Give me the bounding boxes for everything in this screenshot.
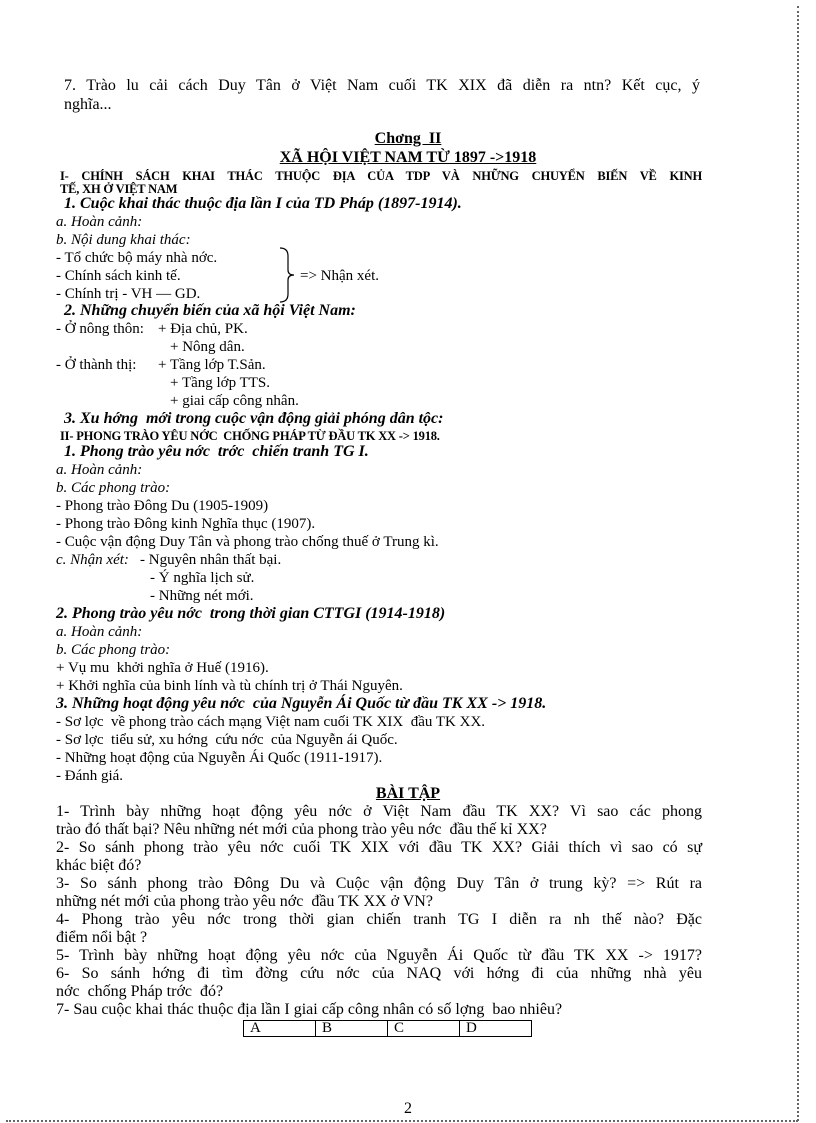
curly-brace-icon bbox=[278, 246, 298, 304]
label: - Ở nông thôn: bbox=[56, 321, 144, 337]
list-item: + Vụ mu khởi nghĩa ở Huế (1916). bbox=[56, 660, 269, 676]
intro-question-line: 7. Trào lu cải cách Duy Tân ở Việt Nam cuối TK XIX đã diễn ra ntn? Kết cục, ý bbox=[64, 77, 700, 94]
list-item: + Khởi nghĩa của binh lính và tù chính trị ở Thái Nguyên. bbox=[56, 678, 403, 694]
exercise-line: điểm nổi bật ? bbox=[56, 929, 148, 946]
item-heading: 2. Những chuyển biến của xã hội Việt Nam: bbox=[64, 302, 356, 319]
page-number: 2 bbox=[404, 1100, 412, 1117]
list-item: - Cuộc vận động Duy Tân và phong trào chống thuế ở Trung kì. bbox=[56, 534, 439, 550]
list-item: - Sơ lợc về phong trào cách mạng Việt nam cuối TK XIX đầu TK XX. bbox=[56, 714, 486, 730]
exercise-line: 5- Trình bày những hoạt động yêu nớc của Nguyễn Ái Quốc từ đầu TK XX -> 1917? bbox=[56, 947, 702, 964]
label: - Ở thành thị: bbox=[56, 357, 137, 373]
list-item: - Đánh giá. bbox=[56, 768, 124, 784]
sub-heading: a. Hoàn cảnh: bbox=[56, 214, 143, 230]
exercise-line: 6- So sánh hớng đi tìm đờng cứu nớc của NAQ với hớng đi của những nhà yêu bbox=[56, 965, 702, 982]
list-item: - Ý nghĩa lịch sử. bbox=[150, 570, 255, 586]
exercise-line: những nét mới của phong trào yêu nớc đầu TK XX ở VN? bbox=[56, 893, 433, 910]
exercise-line: 3- So sánh phong trào Đông Du và Cuộc vận động Duy Tân ở trung kỳ? => Rút ra bbox=[56, 875, 702, 892]
item-heading: 1. Phong trào yêu nớc trớc chiến tranh TG I. bbox=[64, 443, 369, 460]
answer-option-c[interactable]: C bbox=[388, 1021, 460, 1037]
list-item: + Tầng lớp T.Sản. bbox=[158, 357, 266, 373]
list-item: - Chính sách kinh tế. bbox=[56, 268, 181, 284]
answer-option-b[interactable]: B bbox=[316, 1021, 388, 1037]
item-heading: 3. Xu hớng mới trong cuộc vận động giải phóng dân tộc: bbox=[64, 410, 444, 427]
item-heading: 1. Cuộc khai thác thuộc địa lần I của TD Pháp (1897-1914). bbox=[64, 195, 462, 212]
list-item: - Những hoạt động của Nguyễn Ái Quốc (1911-1917). bbox=[56, 750, 383, 766]
page-frame-bottom bbox=[6, 1120, 798, 1122]
chapter-title: Chơng II bbox=[374, 130, 442, 147]
exercise-line: 4- Phong trào yêu nớc trong thời gian chiến tranh TG I diễn ra nh thế nào? Đặc bbox=[56, 911, 702, 928]
section-heading: TẾ, XH Ở VIỆT NAM bbox=[60, 182, 178, 196]
exercise-line: trào đó thất bại? Nêu những nét mới của phong trào yêu nớc đầu thế kỉ XX? bbox=[56, 821, 547, 838]
list-item: - Sơ lợc tiểu sử, xu hớng cứu nớc của Nguyễn ái Quốc. bbox=[56, 732, 398, 748]
item-heading: 2. Phong trào yêu nớc trong thời gian CTTGI (1914-1918) bbox=[56, 605, 446, 622]
answer-options-table bbox=[243, 1020, 532, 1037]
sub-heading: c. Nhận xét: bbox=[56, 552, 129, 568]
exercise-line: 7- Sau cuộc khai thác thuộc địa lần I giai cấp công nhân có số lợng bao nhiêu? bbox=[56, 1001, 563, 1018]
item-heading: 3. Những hoạt động yêu nớc của Nguyễn Ái Quốc từ đầu TK XX -> 1918. bbox=[56, 695, 547, 712]
sub-heading: a. Hoàn cảnh: bbox=[56, 624, 143, 640]
intro-question-line: nghĩa... bbox=[64, 96, 112, 113]
page-frame-right bbox=[797, 6, 799, 1121]
sub-heading: b. Các phong trào: bbox=[56, 642, 171, 658]
chapter-subtitle: XÃ HỘI VIỆT NAM TỪ 1897 ->1918 bbox=[279, 149, 537, 166]
list-item: - Những nét mới. bbox=[150, 588, 254, 604]
sub-heading: a. Hoàn cảnh: bbox=[56, 462, 143, 478]
section-heading: II- PHONG TRÀO YÊU NỚC CHỐNG PHÁP TỪ ĐẦU TK XX -> 1918. bbox=[60, 429, 440, 443]
sub-heading: b. Nội dung khai thác: bbox=[56, 232, 191, 248]
list-item: + Địa chủ, PK. bbox=[158, 321, 248, 337]
list-item: - Phong trào Đông Du (1905-1909) bbox=[56, 498, 269, 514]
exercise-line: 2- So sánh phong trào yêu nớc cuối TK XIX với đầu TK XX? Giải thích vì sao có sự bbox=[56, 839, 702, 856]
sub-heading: b. Các phong trào: bbox=[56, 480, 171, 496]
remark: => Nhận xét. bbox=[300, 268, 379, 284]
list-item: + giai cấp công nhân. bbox=[170, 393, 299, 409]
list-item: - Tổ chức bộ máy nhà nớc. bbox=[56, 250, 218, 266]
answer-option-d[interactable]: D bbox=[460, 1021, 532, 1037]
list-item: + Nông dân. bbox=[170, 339, 245, 355]
exercise-line: 1- Trình bày những hoạt động yêu nớc ở Việt Nam đầu TK XX? Vì sao các phong bbox=[56, 803, 702, 820]
exercise-line: khác biệt đó? bbox=[56, 857, 142, 874]
list-item: + Tầng lớp TTS. bbox=[170, 375, 271, 391]
list-item: - Chính trị - VH — GD. bbox=[56, 286, 201, 302]
list-item: - Nguyên nhân thất bại. bbox=[140, 552, 282, 568]
section-heading: I- CHÍNH SÁCH KHAI THÁC THUỘC ĐỊA CỦA TDP VÀ NHỮNG CHUYỂN BIẾN VỀ KINH bbox=[60, 169, 702, 183]
exercises-title: BÀI TẬP bbox=[375, 785, 441, 802]
answer-option-a[interactable]: A bbox=[244, 1021, 316, 1037]
list-item: - Phong trào Đông kinh Nghĩa thục (1907). bbox=[56, 516, 316, 532]
exercise-line: nớc chống Pháp trớc đó? bbox=[56, 983, 224, 1000]
